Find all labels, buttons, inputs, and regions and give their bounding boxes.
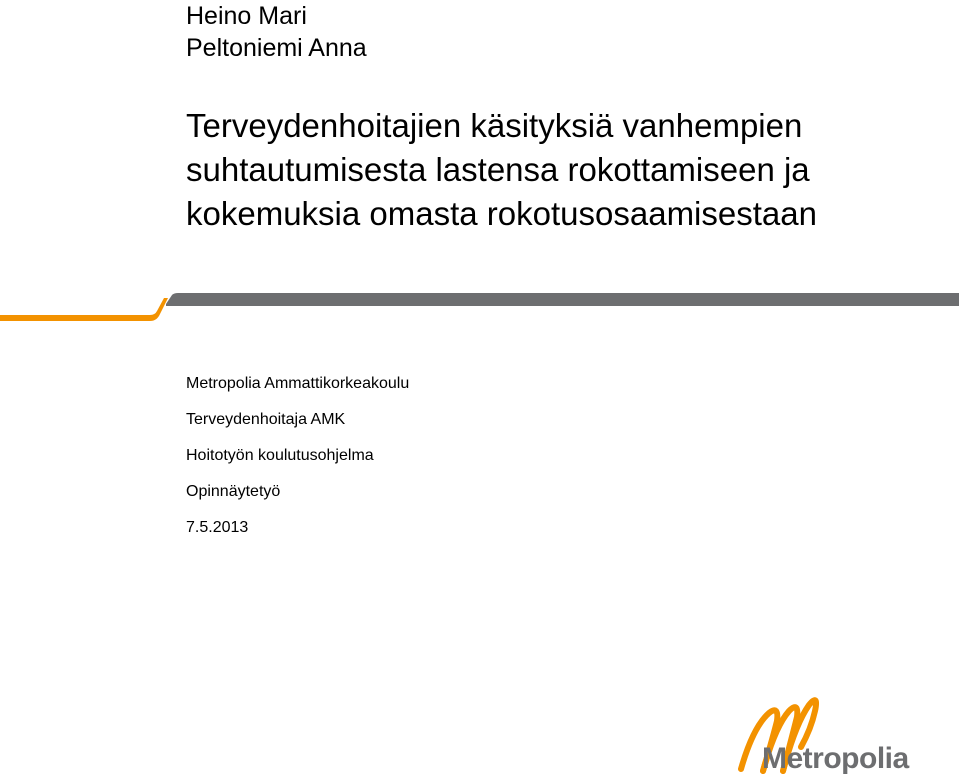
thesis-info — [186, 373, 409, 553]
institution: Metropolia Ammattikorkeakoulu — [186, 375, 410, 392]
author-name: Heino Mari — [186, 2, 307, 30]
logo-wordmark: Metropolia — [762, 742, 909, 775]
degree: Terveydenhoitaja AMK — [186, 411, 346, 428]
title-line: Terveydenhoitajien käsityksiä vanhempien — [186, 107, 803, 144]
title-line: suhtautumisesta lastensa rokottamiseen ja — [186, 151, 810, 188]
author-name: Peltoniemi Anna — [186, 34, 367, 62]
thesis-title — [186, 104, 946, 236]
programme: Hoitotyön koulutusohjelma — [186, 447, 374, 464]
date: 7.5.2013 — [186, 519, 249, 536]
divider-band — [0, 290, 959, 330]
authors — [186, 0, 367, 64]
divider-gray-stripe — [166, 293, 959, 306]
document-type: Opinnäytetyö — [186, 483, 281, 500]
title-line: kokemuksia omasta rokotusosaamisestaan — [186, 195, 817, 232]
divider-orange-stripe — [0, 298, 168, 321]
